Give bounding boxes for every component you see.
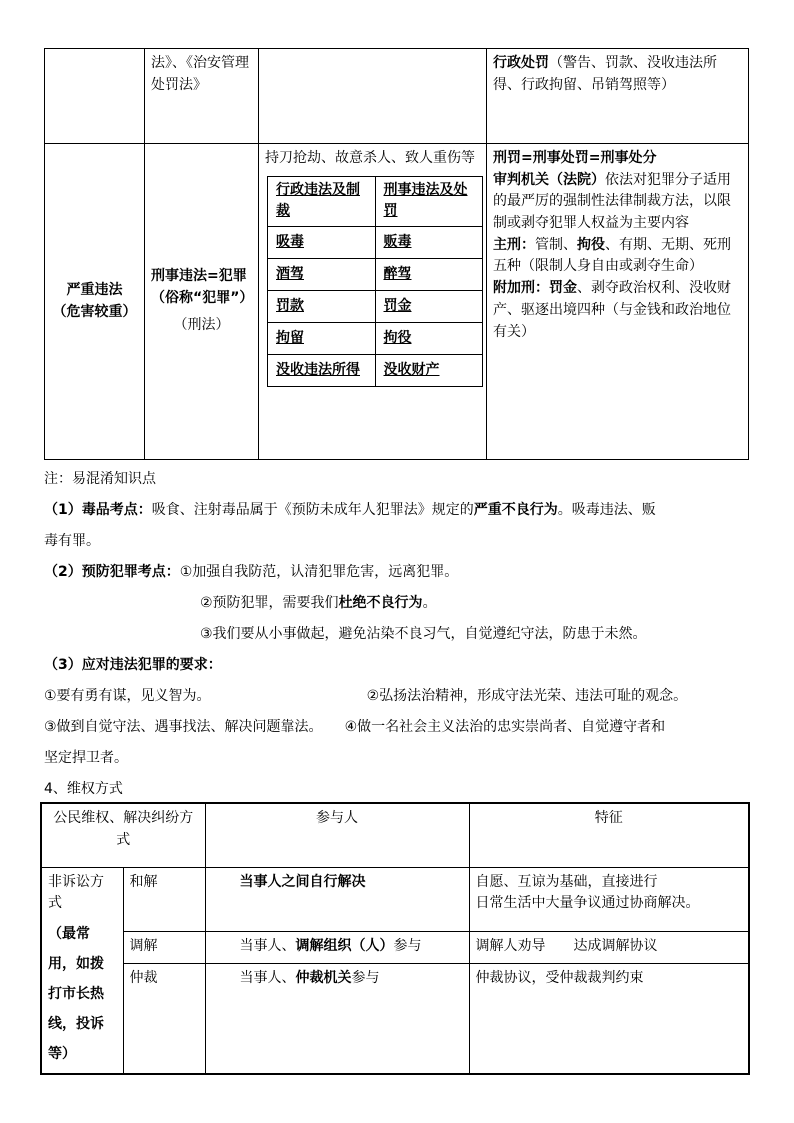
table-row <box>41 963 749 1074</box>
table-row <box>268 176 483 226</box>
crime-law: （刑法） <box>173 317 230 334</box>
main-penalty-text: 、有期、无期、死刑五种（限制人身自由或剥夺生命） <box>493 236 731 275</box>
comparison-cell: 没收违法所得 <box>268 355 376 387</box>
crime-label: 刑事违法=犯罪（俗称“犯罪”） <box>151 267 254 306</box>
note-3-row3: 坚定捍卫者。 <box>44 750 128 766</box>
crime-cell <box>145 144 259 460</box>
party-cell <box>205 931 469 963</box>
comparison-cell: 罚款 <box>268 291 376 323</box>
party-bold: 仲裁机关 <box>295 969 352 986</box>
note-bold: 严重不良行为 <box>473 502 558 518</box>
table-row <box>268 323 483 355</box>
method-cell: 调解 <box>123 931 205 963</box>
comparison-cell: 拘役 <box>375 323 483 355</box>
notes-section <box>44 464 754 805</box>
comparison-cell: 罚金 <box>375 291 483 323</box>
table-row <box>268 259 483 291</box>
party-text: 当事人、 <box>239 969 296 986</box>
party-text: 当事人、 <box>239 937 296 954</box>
section-heading: 4、维权方式 <box>44 781 123 797</box>
table-row <box>268 291 483 323</box>
notes-heading: 注：易混淆知识点 <box>44 471 156 487</box>
court-text: 依法对犯罪分子适用的最严厉的强制性法律制裁方法，以限制或剥夺犯罪人权益为主要内容 <box>493 171 731 232</box>
court-label: 审判机关（法院） <box>493 171 605 188</box>
party-text: 当事人之间自行解决 <box>239 873 366 890</box>
comparison-cell: 拘留 <box>268 323 376 355</box>
severity-cell <box>45 144 145 460</box>
table-row <box>268 355 483 387</box>
note-text: 。 <box>422 595 437 611</box>
comparison-cell: 刑事违法及处罚 <box>375 176 483 226</box>
comparison-cell: 贩毒 <box>375 227 483 259</box>
main-penalty-paragraph <box>493 235 742 278</box>
table-row <box>45 49 749 144</box>
comparison-cell: 没收财产 <box>375 355 483 387</box>
table-row <box>268 227 483 259</box>
comparison-cell: 醉驾 <box>375 259 483 291</box>
note-bold: 杜绝不良行为 <box>338 595 423 611</box>
note-text: ①加强自我防范，认清犯罪危害，远离犯罪。 <box>179 564 459 580</box>
method-cell: 仲裁 <box>123 963 205 1074</box>
method-cell: 和解 <box>123 867 205 931</box>
table-row <box>41 931 749 963</box>
party-text: 参与 <box>393 937 422 954</box>
note-text: 吸食、注射毒品属于《预防未成年人犯罪法》规定的 <box>151 502 474 518</box>
party-text: 参与 <box>351 969 380 986</box>
note-text: ②弘扬法治精神，形成守法光荣、违法可耻的观念。 <box>366 688 688 704</box>
note-3-heading: （3）应对违法犯罪的要求： <box>44 657 222 673</box>
note-3-row2 <box>44 712 754 743</box>
table-header-row <box>41 803 749 867</box>
court-paragraph <box>493 170 742 235</box>
table-row <box>41 867 749 931</box>
main-penalty-label: 主刑： <box>493 236 535 253</box>
severity-note: （危害较重） <box>52 303 137 320</box>
note-2b <box>44 588 754 619</box>
party-cell <box>205 867 469 931</box>
empty-cell <box>259 49 487 144</box>
crime-examples: 持刀抢劫、故意杀人、致人重伤等 <box>265 150 475 166</box>
note-2c: ③我们要从小事做起，避免沾染不良习气，自觉遵纪守法，防患于未然。 <box>200 626 647 642</box>
note-label: （1）毒品考点： <box>44 502 152 518</box>
main-penalty-text: 管制、 <box>535 236 577 253</box>
header-cell: 公民维权、解决纠纷方式 <box>41 803 205 867</box>
note-text: ②预防犯罪，需要我们 <box>200 595 339 611</box>
severity-label: 严重违法 <box>66 281 123 298</box>
feature-text: 自愿、互谅为基础，直接进行 <box>475 873 658 890</box>
note-text: ①要有勇有谋，见义智为。 <box>44 688 211 704</box>
law-violation-table <box>44 48 749 460</box>
feature-cell: 仲裁协议，受仲裁裁判约束 <box>469 963 749 1074</box>
group-cell <box>41 867 123 1074</box>
admin-penalty-label: 行政处罚 <box>493 55 549 71</box>
note-text: 。吸毒违法、贩 <box>557 502 656 518</box>
additional-penalty-paragraph <box>493 278 742 343</box>
additional-penalty-bold: 罚金 <box>549 280 577 297</box>
note-2 <box>44 557 754 588</box>
note-3-row1 <box>44 681 754 712</box>
note-text: ④做一名社会主义法治的忠实崇尚者、自觉遵守者和 <box>344 719 666 735</box>
group-note: （最常用，如拨打市长热线，投诉等） <box>48 925 104 1062</box>
party-cell <box>205 963 469 1074</box>
comparison-cell: 行政违法及制裁 <box>268 176 376 226</box>
penalty-definition: 刑罚=刑事处罚=刑事处分 <box>493 150 657 166</box>
note-text: ③做到自觉守法、遇事找法、解决问题靠法。 <box>44 719 323 735</box>
penalty-cell <box>487 144 749 460</box>
main-penalty-bold: 拘役 <box>577 236 605 253</box>
law-name-cell: 法》、《治安管理处罚法》 <box>145 49 259 144</box>
admin-penalty-detail: （警告、罚款、没收违法所得、行政拘留、吊销驾照等） <box>493 55 717 93</box>
table-row <box>45 144 749 460</box>
feature-cell: 调解人劝导 达成调解协议 <box>469 931 749 963</box>
comparison-cell: 酒驾 <box>268 259 376 291</box>
comparison-table <box>267 176 483 387</box>
note-label: （2）预防犯罪考点： <box>44 564 180 580</box>
rights-protection-table <box>40 802 750 1075</box>
group-label: 非诉讼方式 <box>48 873 104 912</box>
note-1 <box>44 495 754 526</box>
comparison-cell: 吸毒 <box>268 227 376 259</box>
note-1-cont: 毒有罪。 <box>44 533 100 549</box>
examples-cell <box>259 144 487 460</box>
admin-penalty-cell <box>487 49 749 144</box>
additional-penalty-text: 、剥夺政治权利、没收财产、驱逐出境四种（与金钱和政治地位有关） <box>493 280 731 340</box>
feature-text: 日常生活中大量争议通过协商解决。 <box>475 895 700 912</box>
party-bold: 调解组织（人） <box>295 937 394 954</box>
feature-cell <box>469 867 749 931</box>
header-cell: 参与人 <box>205 803 469 867</box>
empty-cell <box>45 49 145 144</box>
header-cell: 特征 <box>469 803 749 867</box>
additional-penalty-label: 附加刑： <box>493 280 549 297</box>
